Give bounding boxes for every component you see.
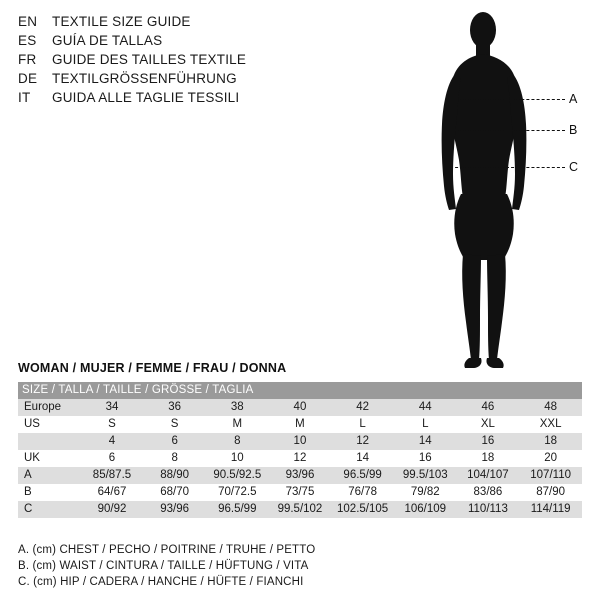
row-label: US xyxy=(18,416,81,433)
table-cell: S xyxy=(81,416,144,433)
table-cell: 36 xyxy=(143,399,206,416)
table-row xyxy=(18,399,582,416)
table-cell: 12 xyxy=(269,450,332,467)
language-row-es xyxy=(18,33,338,52)
table-cell: 73/75 xyxy=(269,484,332,501)
legend-item-c: C. (cm) HIP / CADERA / HANCHE / HÜFTE / FIANCHI xyxy=(18,576,304,588)
table-cell: L xyxy=(331,416,394,433)
table-cell: 87/90 xyxy=(519,484,582,501)
table-row xyxy=(18,501,582,518)
table-cell: 104/107 xyxy=(457,467,520,484)
table-cell: 8 xyxy=(206,433,269,450)
row-label xyxy=(18,433,81,450)
table-cell: 34 xyxy=(81,399,144,416)
measurement-figure xyxy=(395,8,595,378)
language-code: DE xyxy=(18,71,38,86)
table-cell: 85/87.5 xyxy=(81,467,144,484)
female-body-silhouette-icon xyxy=(395,8,595,378)
measurement-label-c: C xyxy=(569,160,579,174)
table-cell: 76/78 xyxy=(331,484,394,501)
language-title: GUÍA DE TALLAS xyxy=(52,33,163,48)
legend-item-b: B. (cm) WAIST / CINTURA / TAILLE / HÜFTUNG / VITA xyxy=(18,560,309,572)
table-cell: 96.5/99 xyxy=(206,501,269,518)
table-cell: 18 xyxy=(457,450,520,467)
table-cell: 96.5/99 xyxy=(331,467,394,484)
language-title: GUIDA ALLE TAGLIE TESSILI xyxy=(52,90,240,105)
table-cell: 6 xyxy=(143,433,206,450)
table-cell: 106/109 xyxy=(394,501,457,518)
table-header-label: SIZE / TALLA / TAILLE / GRÖSSE / TAGLIA xyxy=(18,382,582,399)
table-cell: M xyxy=(206,416,269,433)
language-row-fr xyxy=(18,52,338,71)
table-cell: 10 xyxy=(269,433,332,450)
table-cell: 83/86 xyxy=(457,484,520,501)
table-cell: 93/96 xyxy=(143,501,206,518)
table-cell: 12 xyxy=(331,433,394,450)
table-cell: XL xyxy=(457,416,520,433)
row-label: C xyxy=(18,501,81,518)
table-header-row xyxy=(18,382,582,399)
table-cell: 90/92 xyxy=(81,501,144,518)
language-title: TEXTILE SIZE GUIDE xyxy=(52,14,191,29)
table-cell: M xyxy=(269,416,332,433)
table-cell: 70/72.5 xyxy=(206,484,269,501)
table-row xyxy=(18,416,582,433)
table-cell: 68/70 xyxy=(143,484,206,501)
table-cell: 93/96 xyxy=(269,467,332,484)
table-cell: 99.5/102 xyxy=(269,501,332,518)
table-cell: 20 xyxy=(519,450,582,467)
table-row xyxy=(18,467,582,484)
table-row xyxy=(18,484,582,501)
measurement-line-c xyxy=(450,167,565,168)
language-code: FR xyxy=(18,52,37,67)
table-cell: 44 xyxy=(394,399,457,416)
language-header xyxy=(18,14,338,109)
table-cell: 40 xyxy=(269,399,332,416)
table-cell: 88/90 xyxy=(143,467,206,484)
table-cell: 114/119 xyxy=(519,501,582,518)
measurement-label-b: B xyxy=(569,123,578,137)
table-cell: 8 xyxy=(143,450,206,467)
language-title: TEXTILGRÖSSENFÜHRUNG xyxy=(52,71,237,86)
table-cell: XXL xyxy=(519,416,582,433)
table-cell: 16 xyxy=(457,433,520,450)
table-cell: L xyxy=(394,416,457,433)
table-cell: 14 xyxy=(394,433,457,450)
table-cell: 18 xyxy=(519,433,582,450)
row-label: UK xyxy=(18,450,81,467)
table-cell: 90.5/92.5 xyxy=(206,467,269,484)
table-cell: 46 xyxy=(457,399,520,416)
language-title: GUIDE DES TAILLES TEXTILE xyxy=(52,52,247,67)
table-cell: 99.5/103 xyxy=(394,467,457,484)
table-cell: 102.5/105 xyxy=(331,501,394,518)
table-cell: S xyxy=(143,416,206,433)
table-row xyxy=(18,450,582,467)
table-cell: 48 xyxy=(519,399,582,416)
language-code: ES xyxy=(18,33,37,48)
language-row-it xyxy=(18,90,338,109)
table-cell: 6 xyxy=(81,450,144,467)
size-table xyxy=(18,382,582,518)
table-cell: 79/82 xyxy=(394,484,457,501)
table-cell: 42 xyxy=(331,399,394,416)
language-code: IT xyxy=(18,90,31,105)
table-cell: 110/113 xyxy=(457,501,520,518)
table-cell: 4 xyxy=(81,433,144,450)
table-cell: 16 xyxy=(394,450,457,467)
legend xyxy=(18,542,578,590)
row-label: A xyxy=(18,467,81,484)
measurement-label-a: A xyxy=(569,92,578,106)
measurement-line-b xyxy=(450,130,565,131)
row-label: B xyxy=(18,484,81,501)
language-row-de xyxy=(18,71,338,90)
table-cell: 38 xyxy=(206,399,269,416)
section-caption: WOMAN / MUJER / FEMME / FRAU / DONNA xyxy=(18,361,287,375)
legend-item-a: A. (cm) CHEST / PECHO / POITRINE / TRUHE / PETTO xyxy=(18,544,316,556)
table-cell: 14 xyxy=(331,450,394,467)
table-cell: 107/110 xyxy=(519,467,582,484)
row-label: Europe xyxy=(18,399,81,416)
language-code: EN xyxy=(18,14,38,29)
language-row-en xyxy=(18,14,338,33)
table-cell: 10 xyxy=(206,450,269,467)
measurement-line-a xyxy=(450,99,565,100)
table-cell: 64/67 xyxy=(81,484,144,501)
table-row xyxy=(18,433,582,450)
